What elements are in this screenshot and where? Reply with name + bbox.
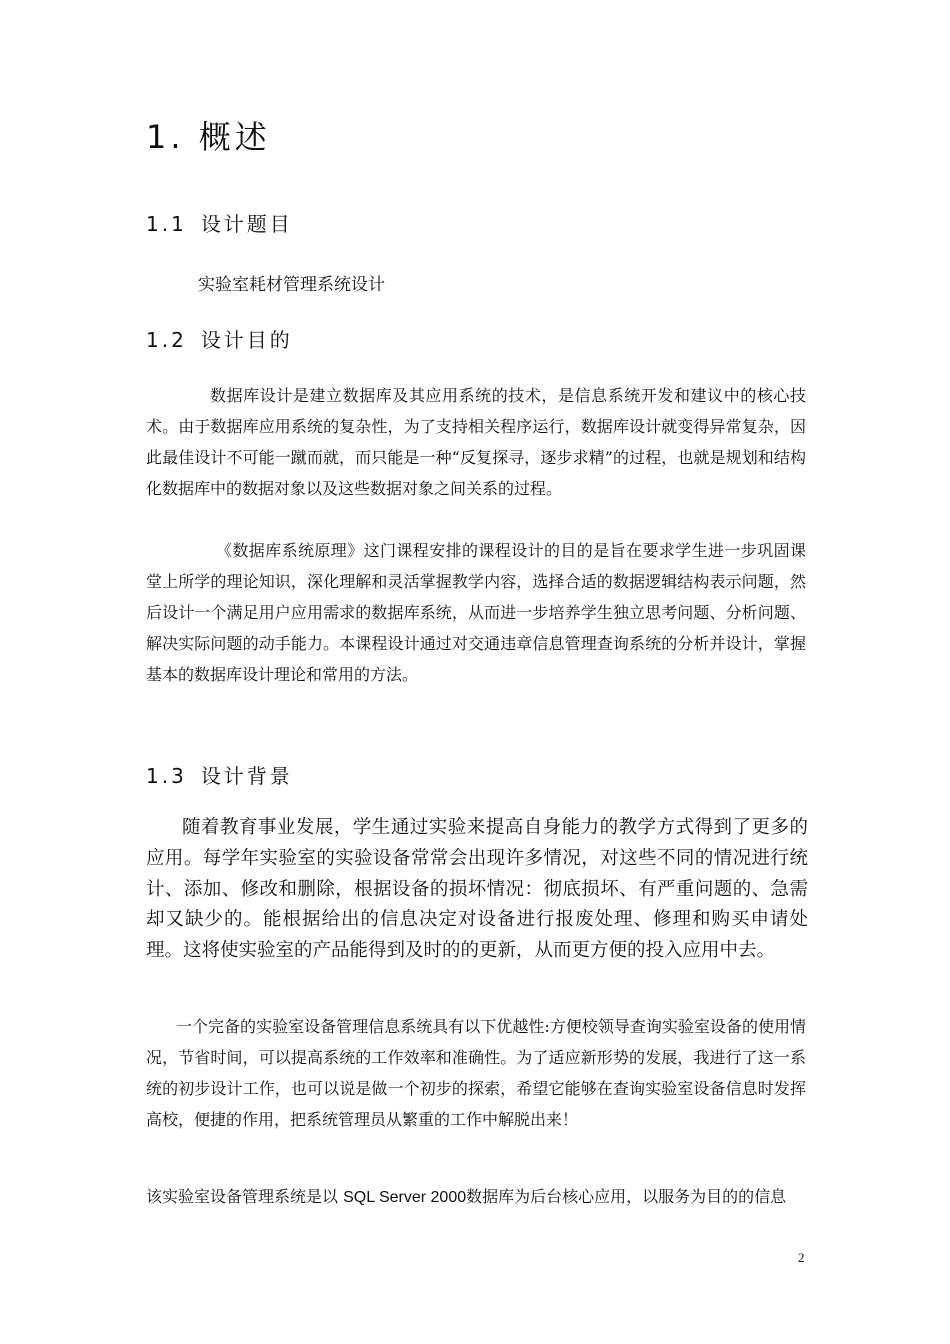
purpose-paragraph-1: 数据库设计是建立数据库及其应用系统的技术，是信息系统开发和建议中的核心技术。由于数据库应用系统的复杂性，为了支持相关程序运行，数据库设计就变得异常复杂，因此最佳设计不可能一蹴而就，而只能是一种“反复探寻，逐步求精”的过程，也就是规划和结构化数据库中的数据对象以及这些数据对象之间关系的过程。 — [146, 386, 806, 498]
section-number: 1.1 — [146, 212, 187, 236]
section-title: 设计目的 — [200, 328, 293, 352]
section-heading-1-1 — [146, 208, 293, 237]
product-name: SQL Server 2000 — [343, 1189, 467, 1206]
paragraph-text: 该实验室设备管理系统是以 — [146, 1187, 344, 1206]
section-heading-1-3 — [146, 760, 293, 789]
chapter-heading: 1. 概述 — [146, 118, 271, 156]
design-subject: 实验室耗材管理系统设计 — [198, 275, 385, 295]
section-title: 设计题目 — [200, 212, 293, 236]
section-number: 1.2 — [146, 328, 187, 352]
background-paragraph-2: 一个完备的实验室设备管理信息系统具有以下优越性:方便校领导查询实验室设备的使用情况，节省时间，可以提高系统的工作效率和准确性。为了适应新形势的发展，我进行了这一系统的初步设计工作，也可以说是做一个初步的探索，希望它能够在查询实验室设备信息时发挥高校，便捷的作用，把系统管理员从繁重的工作中解脱出来！ — [146, 1017, 806, 1129]
section-number: 1.3 — [146, 764, 187, 788]
purpose-paragraph-2: 《数据库系统原理》这门课程安排的课程设计的目的是旨在要求学生进一步巩固课堂上所学的理论知识，深化理解和灵活掌握教学内容，选择合适的数据逻辑结构表示问题，然后设计一个满足用户应用需求的数据库系统，从而进一步培养学生独立思考问题、分析问题、解决实际问题的动手能力。本课程设计通过对交通违章信息管理查询系统的分析并设计，掌握基本的数据库设计理论和常用的方法。 — [146, 541, 806, 684]
page-number: 2 — [798, 1250, 805, 1265]
section-heading-1-2 — [146, 324, 293, 353]
paragraph-text: 数据库为后台核心应用，以服务为目的的信息 — [466, 1187, 787, 1206]
background-paragraph-3 — [146, 1181, 806, 1213]
background-paragraph-1: 随着教育事业发展，学生通过实验来提高自身能力的教学方式得到了更多的应用。每学年实验室的实验设备常常会出现许多情况，对这些不同的情况进行统计、添加、修改和删除，根据设备的损坏情况：彻底损坏、有严重问题的、急需却又缺少的。能根据给出的信息决定对设备进行报废处理、修理和购买申请处理。这将使实验室的产品能得到及时的的更新，从而更方便的投入应用中去。 — [146, 817, 808, 962]
section-title: 设计背景 — [200, 764, 293, 788]
